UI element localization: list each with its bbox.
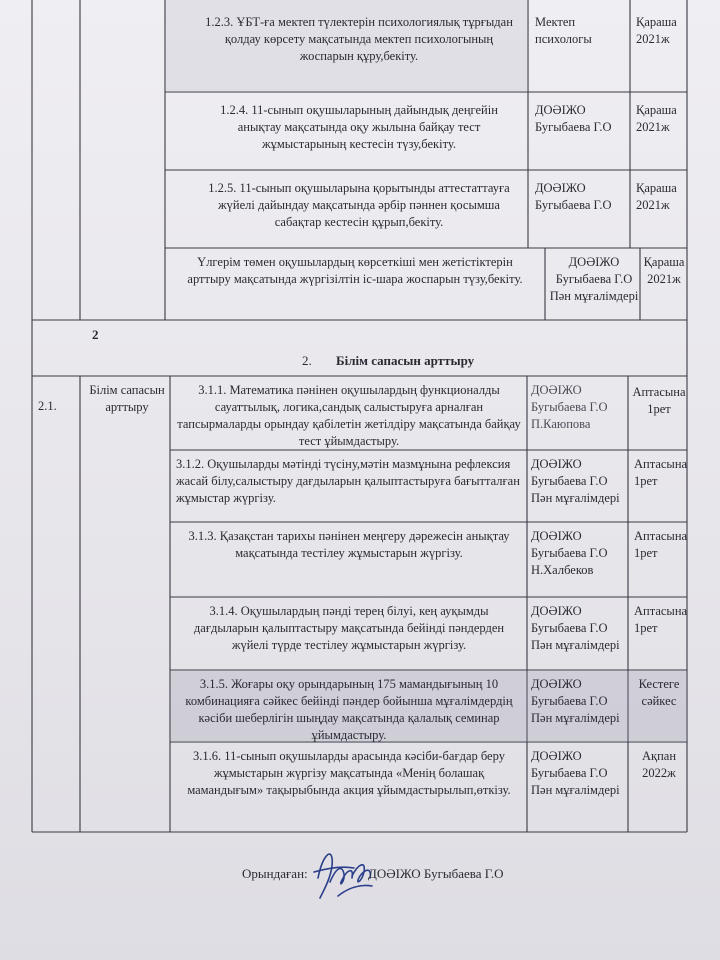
date-3-1-3: Аптасына 1рет <box>634 529 688 560</box>
resp-3-1-2: ДОӘІЖО Бугыбаева Г.О Пән мұғалімдері <box>531 457 620 505</box>
date-plan-low-performers: Қараша 2021ж <box>643 255 685 286</box>
task-3-1-3: 3.1.3. Қазақстан тарихы пәнінен меңгеру дәрежесін анықтау мақсатында тестілеу жұмыстарын жүргізу. <box>188 529 510 560</box>
signatory-name: ДОӘІЖО Бугыбаева Г.О <box>368 866 504 881</box>
date-1-2-5: Қараша 2021ж <box>636 181 677 212</box>
task-1-2-3: 1.2.3. ҰБТ-ға мектеп түлектерін психологиялық тұрғыдан қолдау көрсету мақсатында мектеп психологының жоспарын құру,бекіту. <box>205 15 513 63</box>
date-3-1-5: Кестеге сәйкес <box>638 677 680 708</box>
section-title-number: 2. <box>302 353 312 368</box>
task-plan-low-performers: Үлгерім төмен оқушылардың көрсеткіші мен жетістіктерін арттыру мақсатында жүргізілтін іс-шара жоспарын түзу,бекіту. <box>187 255 523 286</box>
resp-3-1-1: ДОӘІЖО Бугыбаева Г.О П.Каюпова <box>531 383 608 431</box>
task-3-1-1: 3.1.1. Математика пәнінен оқушылардың функционалды сауаттылық, логика,сандық салыстыруға арналған тапсырмаларды орындау қабілетін жетілдіру мақсатында байқау тест ұйымдастыру. <box>177 383 521 448</box>
date-1-2-3: Қараша 2021ж <box>636 15 677 46</box>
task-3-1-5: 3.1.5. Жоғары оқу орындарының 175 мамандығының 10 комбинацияға сәйкес бейінді пәндер бойынша мұғалімдердің кәсіби шеберлігін шыңдау мақсатында қалалық семинар ұйымдастыру. <box>185 677 513 742</box>
section-title: Білім сапасын арттыру <box>336 353 475 368</box>
signature-label: Орындаған: <box>242 866 308 881</box>
task-3-1-2: 3.1.2. Оқушыларды мәтінді түсіну,мәтін мазмұнына рефлексия жасай білу,салыстыру дағдыларын қалыптастыруға бағытталған жұмыстар жүргізу. <box>176 457 520 505</box>
resp-3-1-3: ДОӘІЖО Бугыбаева Г.О Н.Халбеков <box>531 529 608 577</box>
date-1-2-4: Қараша 2021ж <box>636 103 677 134</box>
resp-3-1-4: ДОӘІЖО Бугыбаева Г.О Пән мұғалімдері <box>531 604 620 652</box>
resp-1-2-4: ДОӘІЖО Бугыбаева Г.О <box>535 103 612 134</box>
date-3-1-6: Ақпан 2022ж <box>641 749 677 780</box>
subsection-name: Білім сапасын арттыру <box>89 383 165 414</box>
task-1-2-5: 1.2.5. 11-сынып оқушыларына қорытынды аттестаттауға жүйелі дайындау мақсатында әрбір пәннен қосымша сабақтар кестесін құрып,бекіту. <box>208 181 510 229</box>
resp-3-1-6: ДОӘІЖО Бугыбаева Г.О Пән мұғалімдері <box>531 749 620 797</box>
date-3-1-4: Аптасына 1рет <box>634 604 688 635</box>
resp-1-2-5: ДОӘІЖО Бугыбаева Г.О <box>535 181 612 212</box>
resp-plan-low-performers: ДОӘІЖО Бугыбаева Г.О Пән мұғалімдері <box>549 255 639 303</box>
section-number: 2 <box>92 327 99 342</box>
task-3-1-4: 3.1.4. Оқушылардың пәнді терең білуі, кең ауқымды дағдыларын қалыптастыру мақсатында бейінді пәндерден жүйелі түрде тестілеу жұмыстарын жүргізу. <box>193 604 505 652</box>
task-1-2-4: 1.2.4. 11-сынып оқушыларының дайындық деңгейін анықтау мақсатында оқу жылына байқау тест жұмыстарының кестесін түзу,бекіту. <box>220 103 498 151</box>
resp-3-1-5: ДОӘІЖО Бугыбаева Г.О Пән мұғалімдері <box>531 677 620 725</box>
resp-1-2-3: Мектеп психологы <box>535 15 592 46</box>
subsection-number: 2.1. <box>38 399 57 413</box>
date-3-1-2: Аптасына 1рет <box>634 457 688 488</box>
task-3-1-6: 3.1.6. 11-сынып оқушыларды арасында кәсіби-бағдар беру жұмыстарын жүргізу мақсатында «Менің болашақ мамандығым» тақырыбында акция ұйымдастырылып,өткізу. <box>187 749 511 797</box>
date-3-1-1: Аптасына 1рет <box>632 385 686 416</box>
